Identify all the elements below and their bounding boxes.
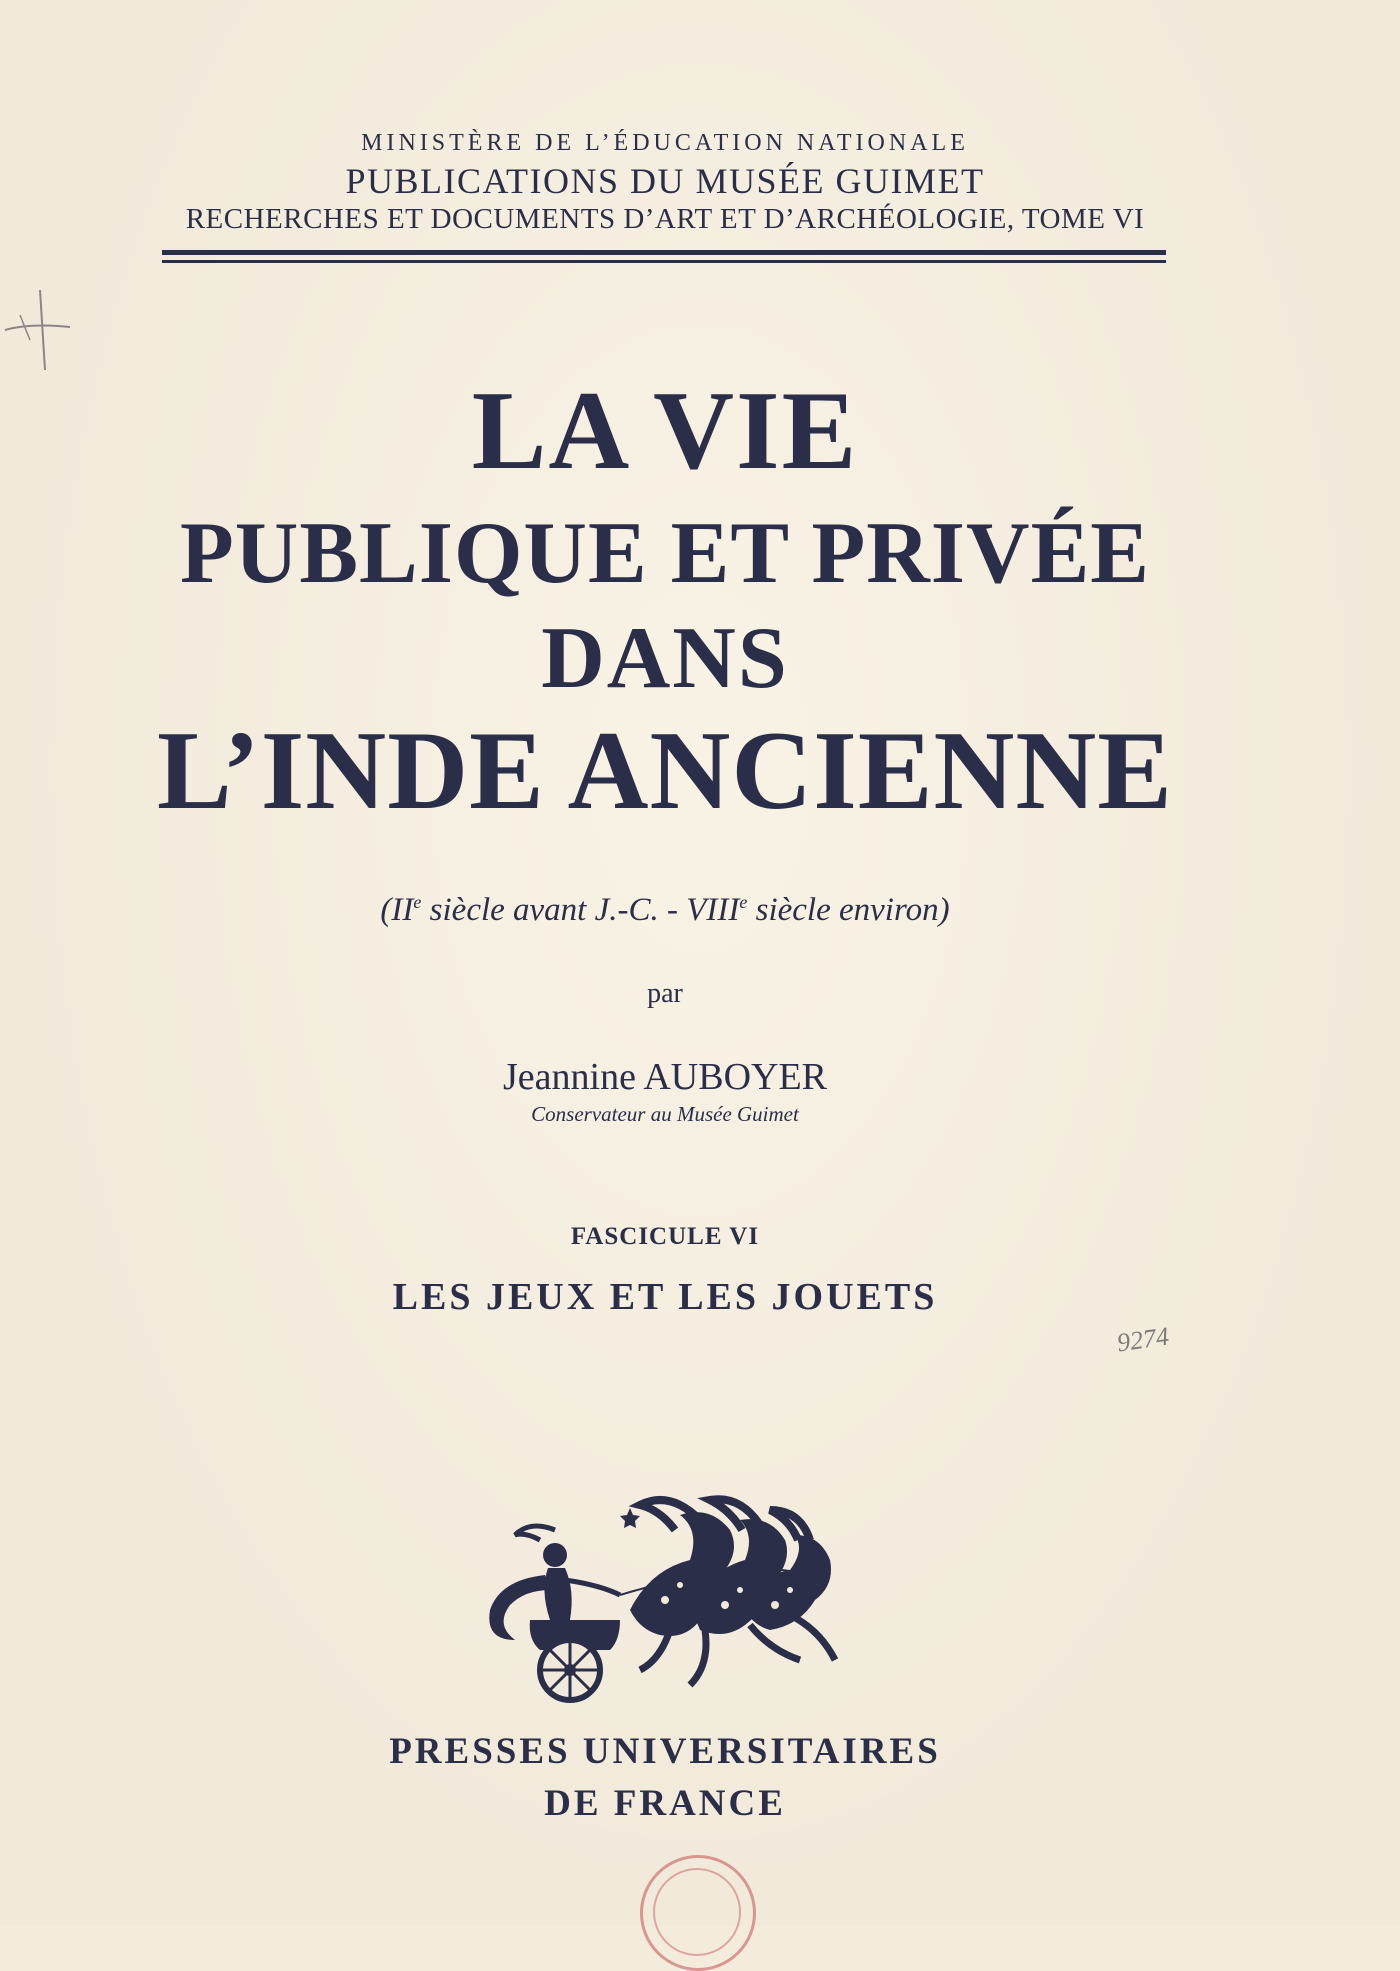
dates-century-1: II: [391, 892, 414, 928]
chariot-horses-emblem-icon: [470, 1490, 860, 1715]
dates-century-2: VIII: [686, 892, 740, 928]
series-line: RECHERCHES ET DOCUMENTS D’ART ET D’ARCHÉOLOGIE, TOME VI: [185, 203, 1145, 235]
header-rule-thick: [162, 250, 1166, 255]
by-label: par: [647, 978, 683, 1009]
library-stamp-inner-ring: [653, 1868, 741, 1956]
fascicule-label: FASCICULE VI: [570, 1223, 760, 1250]
author-role: Conservateur au Musée Guimet: [531, 1102, 799, 1126]
title-line-2: PUBLIQUE ET PRIVÉE: [180, 505, 1150, 602]
handwritten-number: 9274: [1115, 1321, 1171, 1358]
publications-line: PUBLICATIONS DU MUSÉE GUIMET: [345, 161, 985, 201]
fascicule-subtitle: LES JEUX ET LES JOUETS: [392, 1276, 938, 1318]
pencil-cross-mark-icon: [0, 285, 80, 375]
dates-end: siècle environ): [747, 892, 950, 928]
dates-sup-2: e: [739, 892, 748, 912]
ministry-line: MINISTÈRE DE L’ÉDUCATION NATIONALE: [361, 130, 969, 156]
title-line-1: LA VIE: [471, 369, 859, 493]
dates-open: (: [380, 892, 392, 928]
period-subtitle: [0, 892, 1330, 929]
publisher-line-1: PRESSES UNIVERSITAIRES: [389, 1731, 941, 1772]
dates-mid: siècle avant J.-C. -: [421, 892, 687, 928]
publisher-line-2: DE FRANCE: [544, 1783, 786, 1824]
author-name: Jeannine AUBOYER: [502, 1056, 828, 1098]
title-line-3: DANS: [541, 610, 789, 707]
library-stamp-icon: [640, 1855, 756, 1971]
header-rule-thin: [162, 260, 1166, 263]
dates-sup-1: e: [413, 892, 422, 912]
title-line-4: L’INDE ANCIENNE: [157, 709, 1173, 833]
